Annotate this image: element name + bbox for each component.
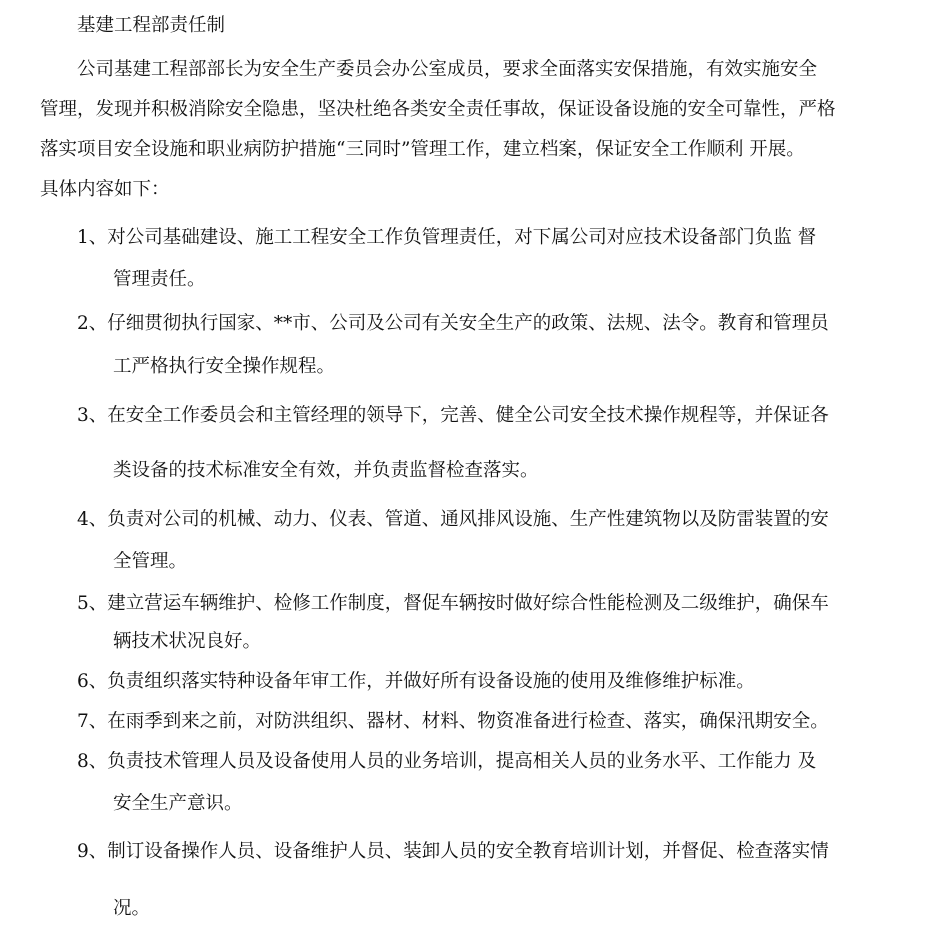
item-number: 9、	[77, 841, 108, 862]
item-continuation: 况。	[113, 898, 151, 919]
intro-line: 管理，发现并积极消除安全隐患，坚决杜绝各类安全责任事故，保证设备设施的安全可靠性，严格	[40, 99, 836, 120]
item-continuation: 安全生产意识。	[113, 793, 243, 814]
item-text: 仔细贯彻执行国家、**市、公司及公司有关安全生产的政策、法规、法令。教育和管理员	[107, 313, 829, 334]
item-text: 负责技术管理人员及设备使用人员的业务培训，提高相关人员的业务水平、工作能力 及	[107, 751, 817, 772]
list-item-8	[77, 750, 816, 774]
list-item-4	[77, 508, 829, 532]
item-number: 3、	[77, 405, 108, 426]
item-number: 7、	[77, 711, 108, 732]
item-number: 1、	[77, 227, 108, 248]
intro-line: 公司基建工程部部长为安全生产委员会办公室成员，要求全面落实安保措施，有效实施安全	[77, 59, 818, 80]
item-continuation: 全管理。	[113, 551, 188, 572]
list-item-6	[77, 670, 755, 694]
list-item-1	[77, 226, 816, 250]
intro-line: 具体内容如下：	[40, 179, 170, 200]
list-item-5	[77, 592, 829, 616]
item-number: 4、	[77, 509, 108, 530]
item-text: 在雨季到来之前，对防洪组织、器材、材料、物资准备进行检查、落实，确保汛期安全。	[107, 711, 829, 732]
list-item-2	[77, 312, 829, 336]
document-title: 基建工程部责任制	[77, 15, 226, 36]
item-continuation: 管理责任。	[113, 269, 206, 290]
item-continuation: 辆技术状况良好。	[113, 631, 262, 652]
intro-line: 落实项目安全设施和职业病防护措施“三同时”管理工作，建立档案，保证安全工作顺利 开展。	[40, 139, 805, 160]
item-text: 负责组织落实特种设备年审工作，并做好所有设备设施的使用及维修维护标准。	[107, 671, 755, 692]
item-text: 在安全工作委员会和主管经理的领导下，完善、健全公司安全技术操作规程等，并保证各	[107, 405, 829, 426]
item-number: 6、	[77, 671, 108, 692]
list-item-9	[77, 840, 829, 864]
item-text: 制订设备操作人员、设备维护人员、装卸人员的安全教育培训计划，并督促、检查落实情	[107, 841, 829, 862]
item-text: 建立营运车辆维护、检修工作制度，督促车辆按时做好综合性能检测及二级维护，确保车	[107, 593, 829, 614]
item-number: 2、	[77, 313, 108, 334]
list-item-3	[77, 404, 829, 428]
item-text: 对公司基础建设、施工工程安全工作负管理责任，对下属公司对应技术设备部门负监 督	[107, 227, 817, 248]
item-continuation: 类设备的技术标准安全有效，并负责监督检查落实。	[113, 460, 539, 481]
item-number: 5、	[77, 593, 108, 614]
item-text: 负责对公司的机械、动力、仪表、管道、通风排风设施、生产性建筑物以及防雷装置的安	[107, 509, 829, 530]
list-item-7	[77, 710, 829, 734]
item-continuation: 工严格执行安全操作规程。	[113, 356, 336, 377]
item-number: 8、	[77, 751, 108, 772]
